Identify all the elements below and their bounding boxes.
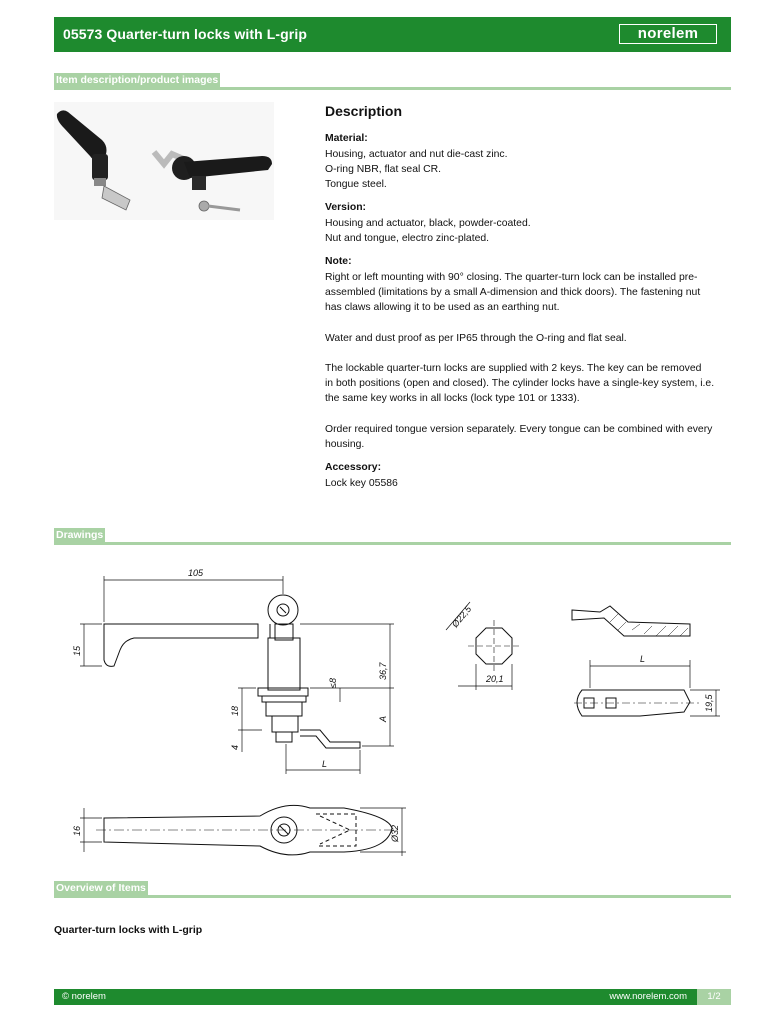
material-line: Tongue steel. — [325, 179, 387, 191]
page-footer — [54, 989, 731, 1005]
dim-4: 4 — [230, 744, 240, 750]
items-heading: Quarter-turn locks with L-grip — [54, 924, 203, 936]
tongue-line: Order required tongue version separately. Every tongue can be combined with every — [325, 423, 713, 435]
note-line: Right or left mounting with 90° closing. The quarter-turn lock can be installed pre- — [325, 271, 698, 283]
dim-le-8: ≤8 — [328, 678, 338, 688]
product-image — [54, 102, 274, 220]
note-heading: Note: — [325, 256, 352, 268]
page-title: 05573 Quarter-turn locks with L-grip — [63, 26, 307, 42]
version-line: Nut and tongue, electro zinc-plated. — [325, 233, 490, 245]
section-label: Item description/product images — [56, 74, 219, 86]
accessory-heading: Accessory: — [325, 462, 382, 474]
dim-19-5: 19,5 — [704, 694, 714, 712]
dim-l: L — [322, 759, 328, 769]
note-line: assembled (limitations by a small A-dimension and thick doors). The fastening nut — [325, 286, 701, 298]
material-line: Housing, actuator and nut die-cast zinc. — [325, 148, 508, 160]
dim-36-7: 36,7 — [378, 662, 388, 680]
tongue-line: housing. — [325, 439, 365, 451]
ip65-paragraph: Water and dust proof as per IP65 through the O-ring and flat seal. — [325, 332, 627, 344]
section-overview — [54, 881, 731, 898]
page-number: 1/2 — [697, 989, 731, 1005]
material-line: O-ring NBR, flat seal CR. — [325, 163, 442, 175]
footer-copyright: © norelem — [62, 991, 106, 1002]
section-drawings — [54, 528, 731, 545]
footer-url-link[interactable]: www.norelem.com — [609, 991, 687, 1002]
keys-line: the same key works in all locks (lock type 101 or 1333). — [325, 393, 580, 405]
accessory-text: Lock key 05586 — [325, 477, 398, 489]
technical-drawing — [0, 550, 768, 880]
dim-18: 18 — [230, 705, 240, 716]
version-heading: Version: — [325, 202, 366, 214]
section-label: Drawings — [56, 529, 104, 541]
keys-line: The lockable quarter-turn locks are supplied with 2 keys. The key can be removed — [325, 362, 702, 374]
material-heading: Material: — [325, 133, 368, 145]
description-heading: Description — [325, 103, 403, 119]
section-item-description — [54, 73, 731, 90]
page-header — [54, 17, 731, 52]
section-divider — [54, 895, 731, 898]
dim-20-1: 20,1 — [486, 674, 504, 684]
description-block — [325, 104, 735, 491]
version-line: Housing and actuator, black, powder-coated. — [325, 217, 531, 229]
dim-15: 15 — [72, 645, 82, 656]
dim-16: 16 — [72, 825, 82, 836]
dim-a: A — [378, 715, 388, 722]
norelem-logo: norelem — [619, 24, 717, 44]
dim-dia-22-5: Ø22,5 — [449, 604, 474, 630]
dim-l-tongue: L — [640, 654, 646, 664]
note-line: has claws allowing it to be used as an earthing nut. — [325, 302, 560, 314]
section-label: Overview of Items — [56, 882, 146, 894]
dim-105: 105 — [188, 568, 204, 578]
keys-line: in both positions (open and closed). The cylinder locks have a single-key system, i.e. — [325, 378, 715, 390]
section-divider — [54, 542, 731, 545]
dim-dia-32: Ø32 — [390, 824, 400, 842]
section-divider — [54, 87, 731, 90]
